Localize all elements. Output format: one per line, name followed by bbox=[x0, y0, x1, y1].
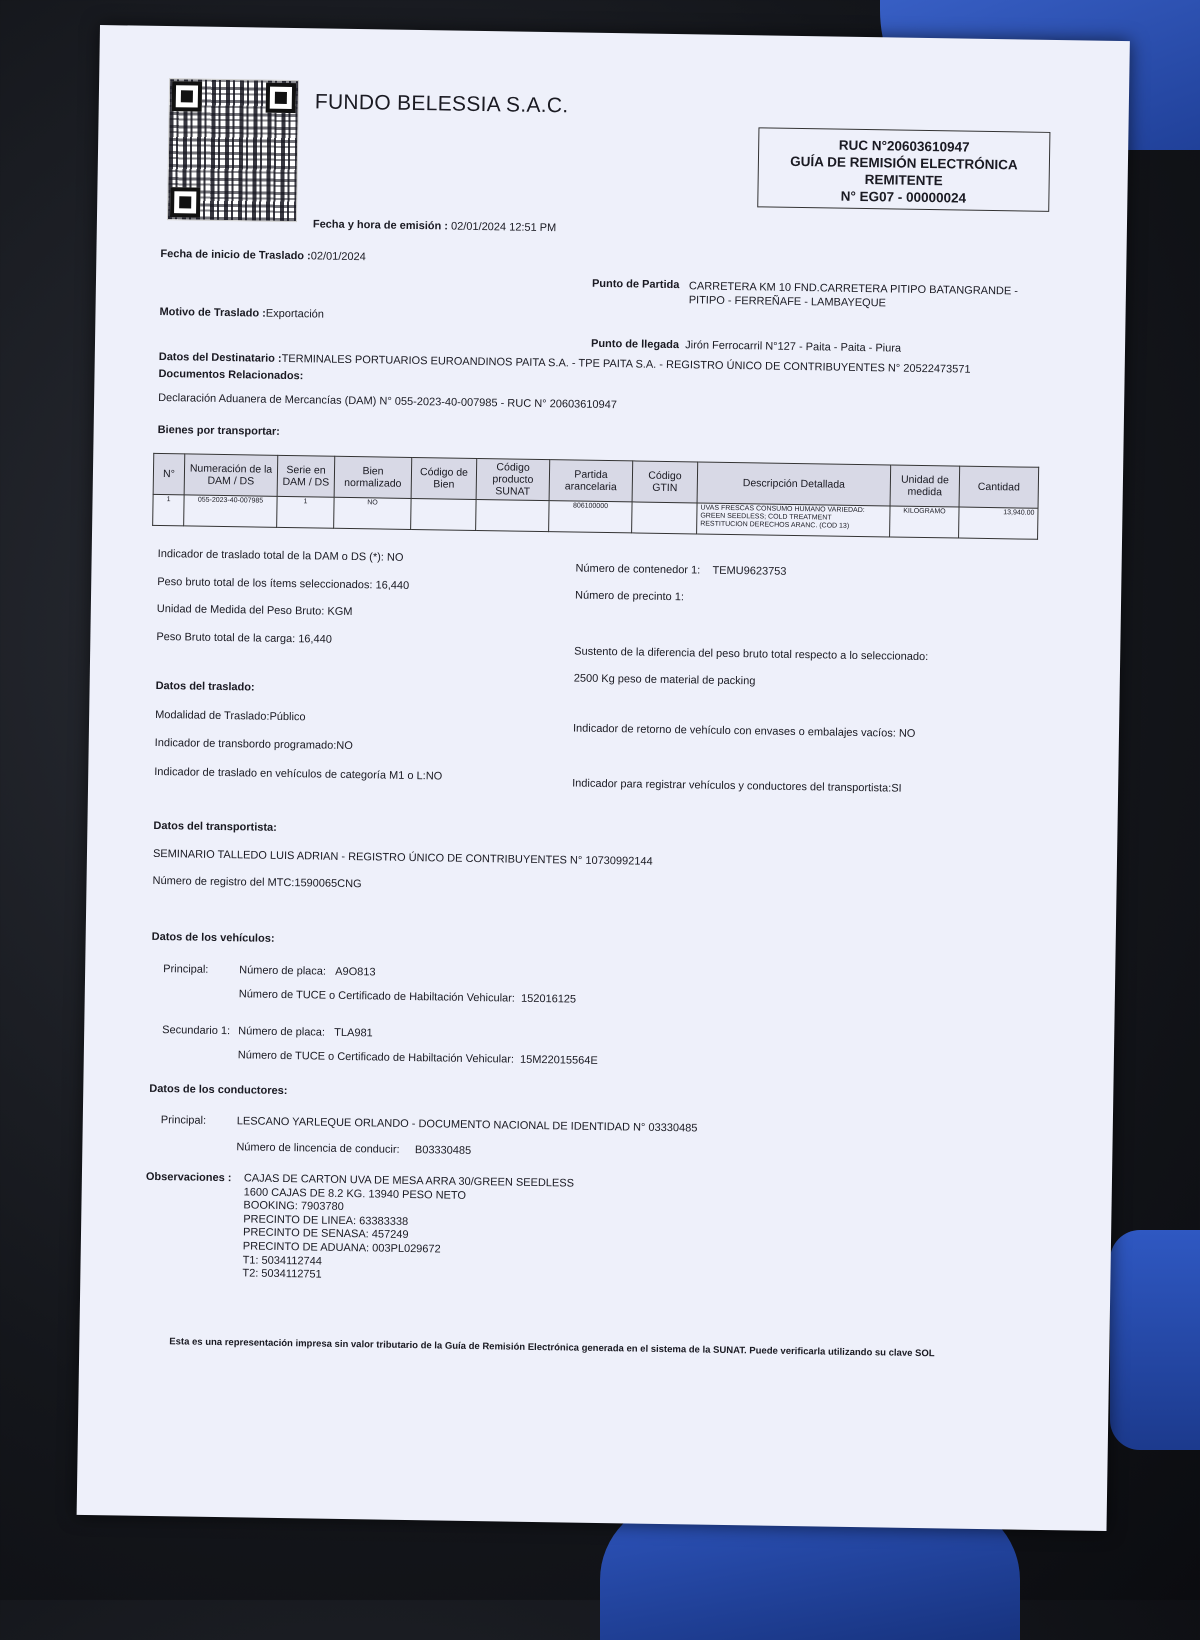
traslado-title: Datos del traslado: bbox=[155, 679, 255, 694]
mtc-registration: Número de registro del MTC:1590065CNG bbox=[152, 874, 362, 891]
gross-weight-unit: Unidad de Medida del Peso Bruto: KGM bbox=[156, 602, 353, 619]
document-subtype: REMITENTE bbox=[864, 172, 943, 189]
qr-finder-icon bbox=[170, 187, 200, 217]
footer-disclaimer: Esta es una representación impresa sin valor tributario de la Guía de Remisión Electrónica generada en el sistema de la SUNAT. Puede verificarla utilizando su clave SOL bbox=[169, 1336, 935, 1360]
cell-n: 1 bbox=[153, 494, 184, 525]
transportista-title: Datos del transportista: bbox=[153, 819, 277, 834]
observation-line: PRECINTO DE ADUANA: 003PL029672 bbox=[242, 1240, 441, 1256]
recipient-data: Datos del Destinatario :TERMINALES PORTUARIOS EUROANDINOS PAITA S.A. - TPE PAITA S.A. - REGISTRO ÚNICO DE CONTRIBUYENTES N° 20522473571 bbox=[158, 350, 971, 376]
observation-line: PRECINTO DE SENASA: 457249 bbox=[242, 1226, 409, 1242]
cell-unidad: KILOGRAMO bbox=[890, 506, 959, 538]
col-header: N° bbox=[153, 453, 185, 494]
transfer-motive: Motivo de Traslado :Exportación bbox=[159, 305, 325, 321]
transshipment-indicator: Indicador de transbordo programado:NO bbox=[154, 736, 353, 753]
observations-lines bbox=[242, 1172, 574, 1286]
col-header: Código producto SUNAT bbox=[476, 458, 550, 500]
transfer-start-date: Fecha de inicio de Traslado :02/01/2024 bbox=[160, 247, 366, 264]
cell-codigo-sunat bbox=[476, 499, 549, 531]
vehicle-secondary-plate: Número de placa: TLA981 bbox=[238, 1025, 373, 1040]
vehicle-principal-label: Principal: bbox=[163, 963, 209, 976]
emission-date: Fecha y hora de emisión : 02/01/2024 12:51 PM bbox=[312, 218, 557, 235]
col-header: Serie en DAM / DS bbox=[277, 455, 335, 497]
cell-partida: 806100000 bbox=[549, 501, 632, 533]
col-header: Código GTIN bbox=[632, 461, 698, 503]
weight-difference-value: 2500 Kg peso de material de packing bbox=[573, 672, 756, 688]
cell-codigo-bien bbox=[411, 498, 476, 530]
goods-table bbox=[152, 453, 1039, 540]
vehicle-secondary-label: Secundario 1: bbox=[162, 1024, 231, 1038]
company-name: FUNDO BELESSIA S.A.C. bbox=[314, 90, 569, 118]
register-indicator: Indicador para registrar vehículos y conductores del transportista:SI bbox=[572, 777, 902, 795]
col-header: Unidad de medida bbox=[890, 465, 960, 507]
observation-line: CAJAS DE CARTON UVA DE MESA ARRA 30/GREEN SEEDLESS bbox=[243, 1172, 575, 1190]
cell-normalizado: NO bbox=[334, 497, 411, 529]
printed-document bbox=[77, 25, 1130, 1531]
observation-line: 1600 CAJAS DE 8.2 KG. 13940 PESO NETO bbox=[243, 1185, 467, 1202]
driver-license: Número de lincencia de conducir: B03330485 bbox=[236, 1141, 472, 1157]
driver-principal-label: Principal: bbox=[160, 1114, 207, 1127]
qr-finder-icon bbox=[266, 83, 296, 113]
vehicle-principal-plate: Número de placa: A9O813 bbox=[239, 964, 376, 979]
observation-line: PRECINTO DE LINEA: 63383338 bbox=[243, 1213, 409, 1228]
indicator-total: Indicador de traslado total de la DAM o DS (*): NO bbox=[157, 547, 404, 564]
related-docs-label: Documentos Relacionados: bbox=[158, 367, 304, 383]
return-indicator: Indicador de retorno de vehículo con envases o embalajes vacíos: NO bbox=[572, 722, 916, 740]
document-type: GUÍA DE REMISIÓN ELECTRÓNICA bbox=[790, 153, 1018, 173]
observations-label: Observaciones : bbox=[145, 1170, 232, 1185]
cell-serie: 1 bbox=[277, 496, 334, 528]
transfer-modality: Modalidad de Traslado:Público bbox=[155, 708, 306, 724]
related-docs-value: Declaración Aduanera de Mercancías (DAM) N° 055-2023-40-007985 - RUC N° 20603610947 bbox=[158, 391, 618, 412]
origin-label: Punto de Partida bbox=[591, 277, 680, 292]
observation-line: T2: 5034112751 bbox=[242, 1267, 322, 1281]
qr-code-icon bbox=[167, 78, 299, 222]
col-header: Bien normalizado bbox=[334, 456, 412, 498]
gross-weight-total: Peso Bruto total de la carga: 16,440 bbox=[156, 630, 332, 646]
seal-number: Número de precinto 1: bbox=[575, 589, 685, 604]
cell-gtin bbox=[632, 502, 697, 534]
seat-background-blue-right bbox=[1110, 1230, 1200, 1450]
gross-weight-items: Peso bruto total de los ítems seleccionados: 16,440 bbox=[157, 575, 410, 592]
origin-address: CARRETERA KM 10 FND.CARRETERA PITIPO BATANGRANDE - PITIPO - FERREÑAFE - LAMBAYEQUE bbox=[688, 280, 1019, 310]
col-header: Numeración de la DAM / DS bbox=[184, 454, 278, 496]
qr-finder-icon bbox=[172, 81, 202, 111]
cell-dam: 055-2023-40-007985 bbox=[184, 495, 277, 527]
goods-label: Bienes por transportar: bbox=[157, 423, 280, 438]
weight-difference-label: Sustento de la diferencia del peso bruto total respecto a lo seleccionado: bbox=[574, 645, 929, 664]
observation-line: T1: 5034112744 bbox=[242, 1253, 323, 1268]
m1-indicator: Indicador de traslado en vehículos de categoría M1 o L:NO bbox=[154, 765, 443, 783]
vehicle-secondary-tuce: Número de TUCE o Certificado de Habiltación Vehicular: 15M22015564E bbox=[237, 1049, 598, 1067]
observation-line: BOOKING: 7903780 bbox=[243, 1199, 344, 1214]
ruc-number: RUC N°20603610947 bbox=[838, 137, 970, 155]
col-header: Código de Bien bbox=[411, 457, 477, 499]
drivers-title: Datos de los conductores: bbox=[149, 1082, 288, 1098]
vehicle-principal-tuce: Número de TUCE o Certificado de Habiltación Vehicular: 152016125 bbox=[238, 988, 577, 1006]
driver-name: LESCANO YARLEQUE ORLANDO - DOCUMENTO NACIONAL DE IDENTIDAD N° 03330485 bbox=[236, 1115, 698, 1135]
vehicles-title: Datos de los vehículos: bbox=[151, 930, 275, 945]
col-header: Partida arancelaria bbox=[549, 460, 633, 502]
col-header: Cantidad bbox=[959, 466, 1039, 508]
cell-description: UVAS FRESCAS CONSUMO HUMANO VARIEDAD: GREEN SEEDLESS; COLD TREATMENT RESTITUCION DERECHOS ARANC. (COD 13) bbox=[697, 503, 890, 537]
transportista-name: SEMINARIO TALLEDO LUIS ADRIAN - REGISTRO ÚNICO DE CONTRIBUYENTES N° 10730992144 bbox=[152, 847, 653, 868]
col-header: Descripción Detallada bbox=[697, 462, 891, 506]
cell-cantidad: 13,940.00 bbox=[959, 507, 1038, 539]
arrival-point: Punto de llegada Jirón Ferrocarril N°127 - Paita - Paita - Piura bbox=[590, 337, 902, 355]
container-number: Número de contenedor 1: TEMU9623753 bbox=[575, 562, 787, 578]
ruc-box bbox=[757, 127, 1050, 212]
document-number: N° EG07 - 00000024 bbox=[840, 188, 967, 206]
